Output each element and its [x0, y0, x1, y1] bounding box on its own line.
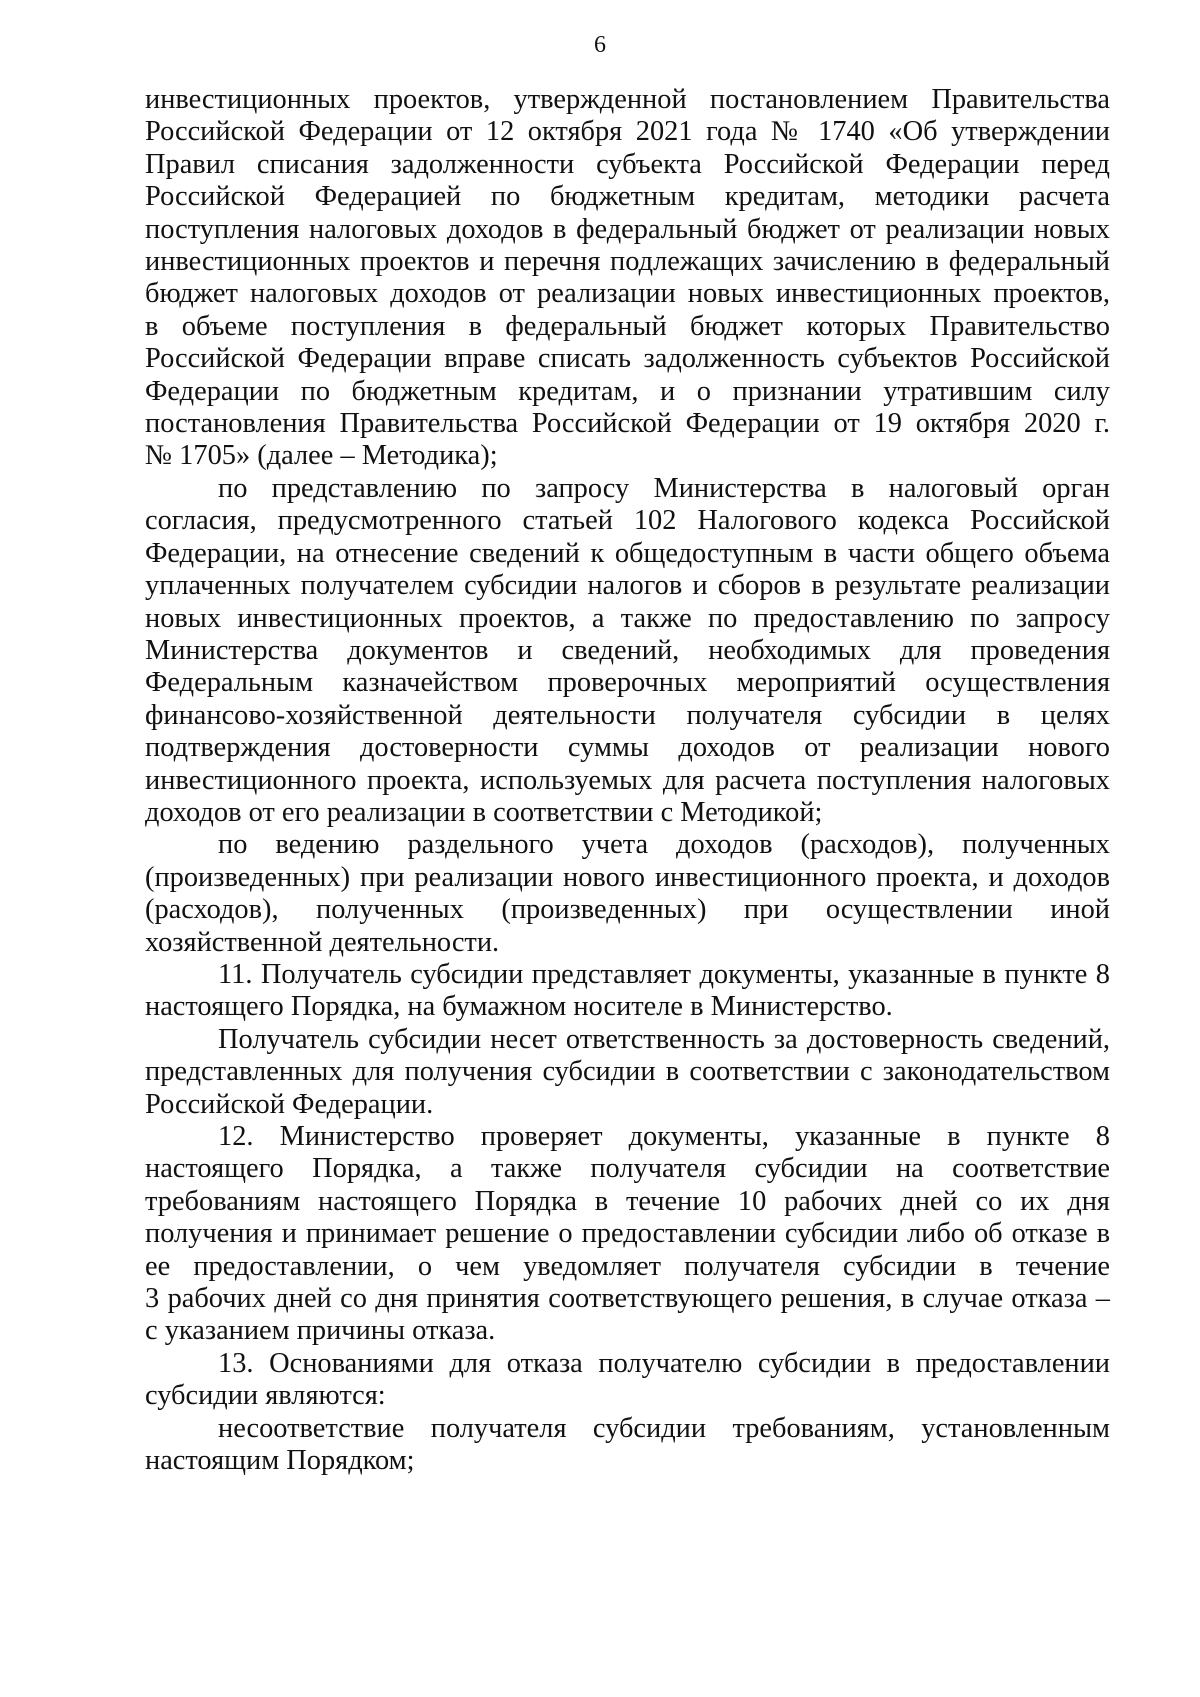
paragraph-line: (расходов), полученных (произведенных) при осуществлении иной: [145, 894, 1110, 926]
paragraph-line: по представлению по запросу Министерства в налоговый орган: [218, 472, 1110, 504]
paragraph: [145, 1348, 1110, 1413]
paragraph-line: инвестиционного проекта, используемых для расчета поступления налоговых: [145, 764, 1110, 796]
paragraph-line: Российской Федерации от 12 октября 2021 года № 1740 «Об утверждении: [145, 116, 1110, 148]
paragraph-line: инвестиционных проектов и перечня подлежащих зачислению в федеральный: [145, 246, 1110, 278]
paragraph-line: (произведенных) при реализации нового инвестиционного проекта, и доходов: [145, 861, 1110, 893]
paragraph-line: несоответствие получателя субсидии требованиям, установленным: [218, 1412, 1110, 1444]
paragraph-line: Российской Федерации.: [145, 1088, 434, 1120]
paragraph-line: уплаченных получателем субсидии налогов и сборов в результате реализации: [145, 570, 1110, 602]
paragraph-line: поступления налоговых доходов в федеральный бюджет от реализации новых: [145, 213, 1110, 245]
paragraph-line: в объеме поступления в федеральный бюджет которых Правительство: [145, 310, 1110, 342]
paragraph-line: с указанием причины отказа.: [145, 1315, 496, 1347]
paragraph-line: Федерации по бюджетным кредитам, и о признании утратившим силу: [145, 375, 1110, 407]
paragraph-line: Российской Федерацией по бюджетным кредитам, методики расчета: [145, 181, 1110, 213]
paragraph-line: настоящего Порядка, а также получателя субсидии на соответствие: [145, 1153, 1110, 1185]
paragraph-line: Российской Федерации вправе списать задолженность субъектов Российской: [145, 343, 1110, 375]
paragraph-line: Правил списания задолженности субъекта Российской Федерации перед: [145, 148, 1110, 180]
paragraph-line: доходов от его реализации в соответствии с Методикой;: [145, 796, 823, 828]
paragraph-line: 13. Основаниями для отказа получателю субсидии в предоставлении: [218, 1347, 1110, 1379]
paragraph-line: Федеральным казначейством проверочных мероприятий осуществления: [145, 667, 1110, 699]
paragraph: [145, 1121, 1110, 1348]
paragraph-line: ее предоставлении, о чем уведомляет получателя субсидии в течение: [145, 1250, 1110, 1282]
paragraph: [145, 473, 1110, 829]
paragraph-line: хозяйственной деятельности.: [145, 926, 500, 958]
paragraph-line: инвестиционных проектов, утвержденной постановлением Правительства: [145, 84, 1110, 115]
paragraph-line: новых инвестиционных проектов, а также по предоставлению по запросу: [145, 602, 1110, 634]
paragraph-line: 11. Получатель субсидии представляет документы, указанные в пункте 8: [218, 958, 1110, 990]
paragraph-line: Получатель субсидии несет ответственность за достоверность сведений,: [218, 1023, 1110, 1055]
paragraph-line: настоящего Порядка, на бумажном носителе в Министерство.: [145, 991, 893, 1023]
paragraph-line: согласия, предусмотренного статьей 102 Налогового кодекса Российской: [145, 505, 1110, 537]
paragraph-line: Федерации, на отнесение сведений к общедоступным в части общего объема: [145, 537, 1110, 569]
document-body: [145, 84, 1110, 1477]
paragraph: [145, 1413, 1110, 1478]
paragraph-line: по ведению раздельного учета доходов (расходов), полученных: [218, 829, 1110, 861]
paragraph: [145, 829, 1110, 959]
paragraph-line: № 1705» (далее – Методика);: [145, 440, 498, 472]
paragraph-line: требованиям настоящего Порядка в течение 10 рабочих дней со их дня: [145, 1185, 1110, 1217]
paragraph-line: 3 рабочих дней со дня принятия соответствующего решения, в случае отказа –: [145, 1283, 1110, 1315]
paragraph-line: представленных для получения субсидии в соответствии с законодательством: [145, 1056, 1110, 1088]
paragraph: [145, 959, 1110, 1024]
paragraph-line: бюджет налоговых доходов от реализации новых инвестиционных проектов,: [145, 278, 1110, 310]
paragraph-line: субсидии являются:: [145, 1380, 386, 1412]
paragraph: [145, 1024, 1110, 1121]
paragraph-line: настоящим Порядком;: [145, 1445, 415, 1477]
page-number: 6: [594, 32, 606, 58]
paragraph-line: 12. Министерство проверяет документы, указанные в пункте 8: [218, 1121, 1110, 1152]
paragraph-line: Министерства документов и сведений, необходимых для проведения: [145, 634, 1110, 666]
paragraph-line: получения и принимает решение о предоставлении субсидии либо об отказе в: [145, 1218, 1110, 1250]
paragraph: [145, 84, 1110, 473]
paragraph-line: финансово-хозяйственной деятельности получателя субсидии в целях: [145, 699, 1110, 731]
paragraph-line: подтверждения достоверности суммы доходов от реализации нового: [145, 732, 1110, 764]
paragraph-line: постановления Правительства Российской Федерации от 19 октября 2020 г.: [145, 408, 1110, 440]
